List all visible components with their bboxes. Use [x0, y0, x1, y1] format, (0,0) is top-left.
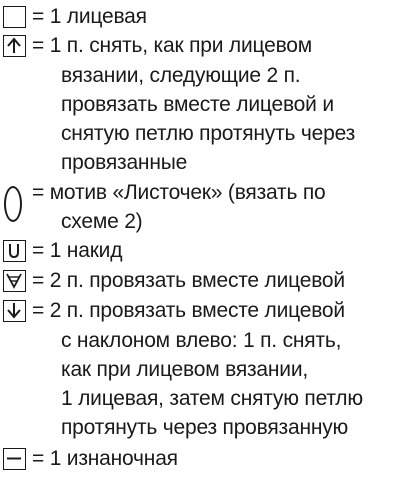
- legend-text: протянуть через провязанную: [61, 416, 349, 439]
- legend-text: = 2 п. провязать вместе лицевой: [32, 269, 345, 292]
- legend-text: снятую петлю протянуть через: [61, 122, 356, 145]
- legend-text: = 1 лицевая: [32, 5, 147, 28]
- legend-text: с наклоном влево: 1 п. снять,: [61, 329, 342, 352]
- legend-text: вязании, следующие 2 п.: [61, 64, 301, 87]
- legend-text: провязанные: [61, 151, 188, 174]
- legend-text: = 2 п. провязать вместе лицевой: [32, 299, 345, 322]
- u-shape-icon: [3, 240, 26, 262]
- legend-text: 1 лицевая, затем снятую петлю: [61, 387, 363, 410]
- legend-text: = 1 п. снять, как при лицевом: [32, 34, 313, 57]
- legend-text: как при лицевом вязании,: [61, 358, 308, 381]
- dash-icon: [3, 448, 26, 470]
- up-arrow-icon: [3, 35, 26, 57]
- legend-text: = 1 накид: [32, 239, 123, 262]
- down-arrow-icon: [3, 300, 26, 322]
- legend-text: провязать вместе лицевой и: [61, 93, 334, 116]
- legend-text: = мотив «Листочек» (вязать по: [32, 181, 326, 204]
- empty-square-icon: [3, 6, 26, 28]
- legend-text: = 1 изнаночная: [32, 447, 178, 470]
- oval-icon: [4, 186, 22, 222]
- decrease-right-icon: [3, 270, 26, 292]
- legend-text: схеме 2): [61, 210, 143, 233]
